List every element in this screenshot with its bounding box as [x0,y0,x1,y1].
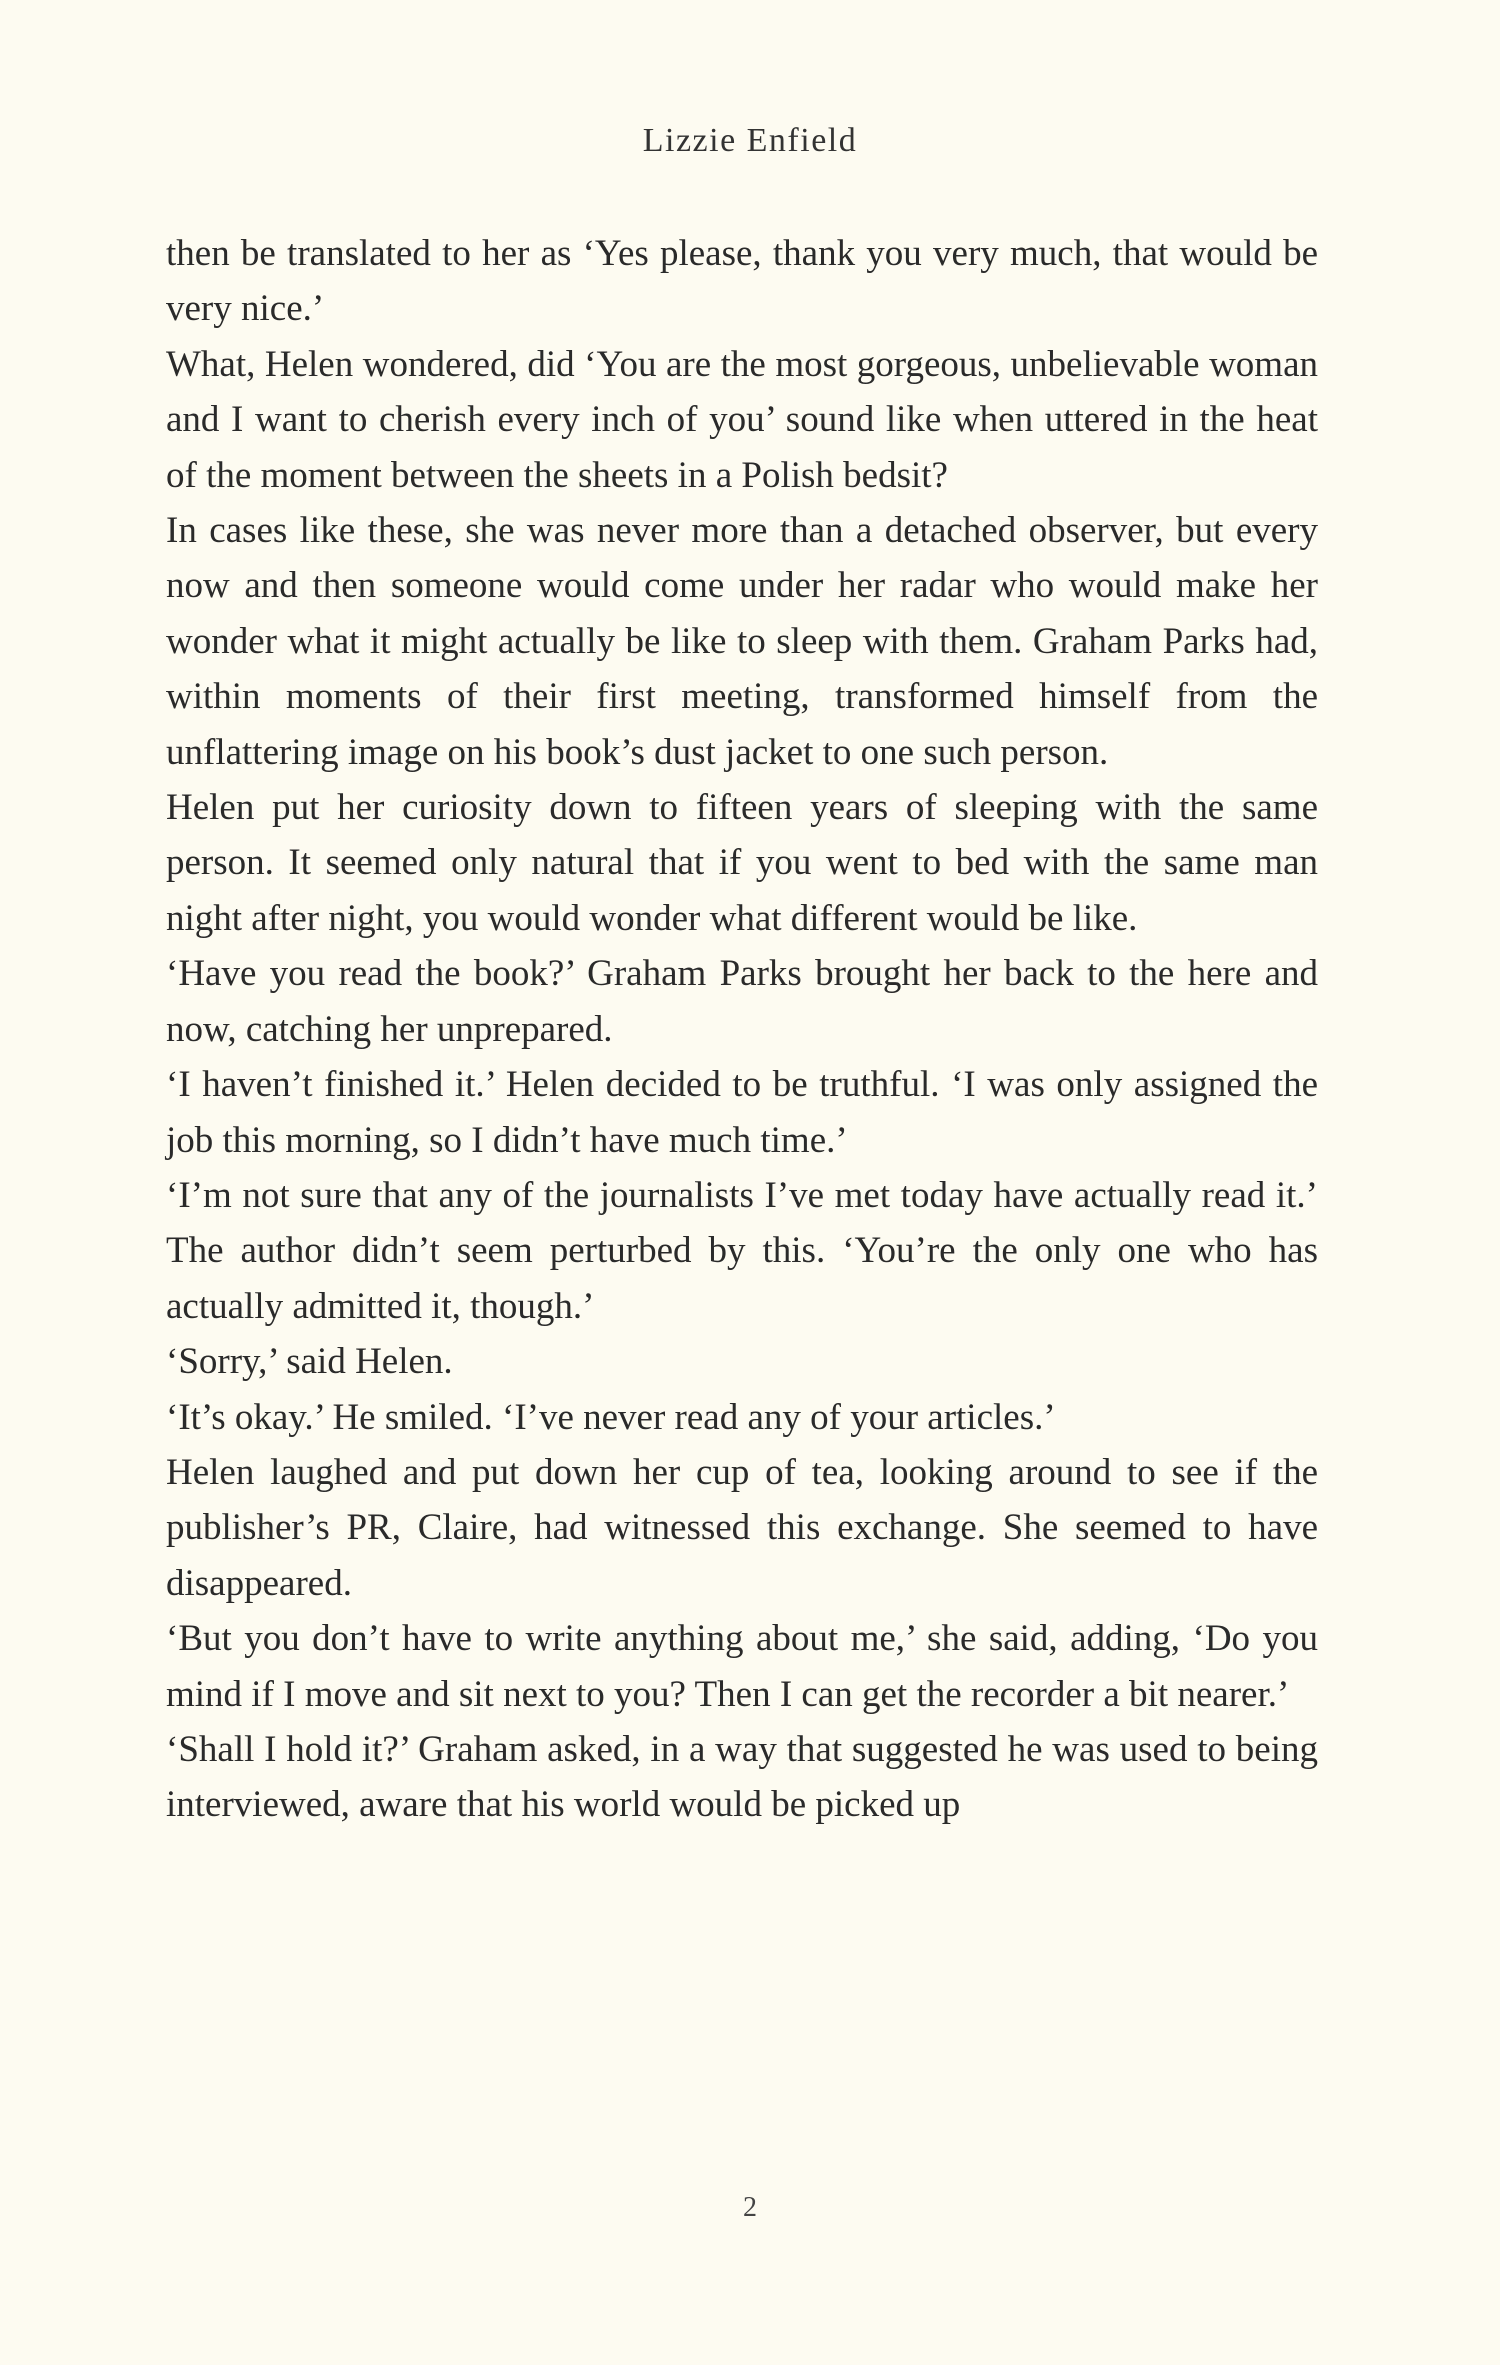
page-number: 2 [743,2192,757,2223]
paragraph: ‘Sorry,’ said Helen. [166,1341,453,1383]
paragraph: What, Helen wondered, did ‘You are the most gorgeous, unbelievable woman and I want to cherish every inch of you’ sound like when uttered in the heat of the moment between the sheets in a Polish bedsit? [166,343,1318,496]
paragraph: ‘I haven’t finished it.’ Helen decided to be truthful. ‘I was only assigned the job this morning, so I didn’t have much time.’ [166,1064,1318,1161]
paragraph: In cases like these, she was never more than a detached observer, but every now and then someone would come under her radar who would make her wonder what it might actually be like to sleep with them. Graham Parks had, within moments of their first meeting, transformed himself from the unflattering image on his book’s dust jacket to one such person. [166,510,1318,773]
paragraph: ‘Shall I hold it?’ Graham asked, in a way that suggested he was used to being interviewed, aware that his world would be picked up [166,1728,1318,1826]
paragraph: ‘It’s okay.’ He smiled. ‘I’ve never read any of your articles.’ [166,1396,1056,1438]
body-text [166,226,1318,1833]
paragraph: ‘Have you read the book?’ Graham Parks brought her back to the here and now, catching her unprepared. [166,953,1318,1050]
paragraph: Helen put her curiosity down to fifteen years of sleeping with the same person. It seemed only natural that if you went to bed with the same man night after night, you would wonder what different would be like. [166,787,1318,939]
paragraph: ‘I’m not sure that any of the journalists I’ve met today have actually read it.’ The author didn’t seem perturbed by this. ‘You’re the only one who has actually admitted it, though.’ [166,1174,1318,1327]
paragraph: Helen laughed and put down her cup of tea, looking around to see if the publisher’s PR, Claire, had witnessed this exchange. She seemed to have disappeared. [166,1451,1318,1604]
paragraph: then be translated to her as ‘Yes please, thank you very much, that would be very nice.’ [166,233,1318,330]
running-head: Lizzie Enfield [642,122,858,159]
paragraph: ‘But you don’t have to write anything about me,’ she said, adding, ‘Do you mind if I move and sit next to you? Then I can get the recorder a bit nearer.’ [166,1618,1318,1715]
